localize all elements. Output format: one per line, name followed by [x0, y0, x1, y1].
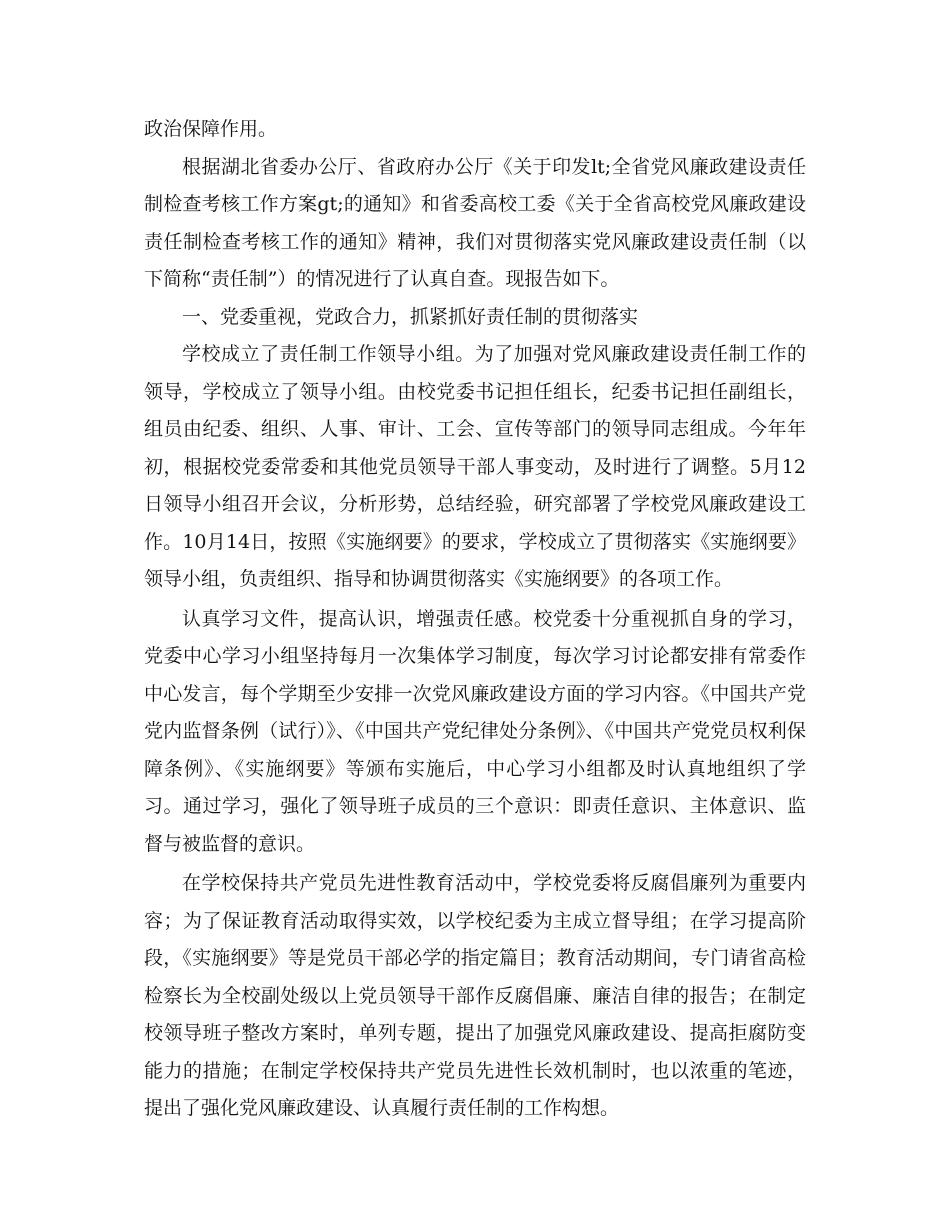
paragraph-education-activity: 在学校保持共产党员先进性教育活动中，学校党委将反腐倡廉列为重要内容；为了保证教育活动取得实效，以学校纪委为主成立督导组；在学习提高阶段，《实施纲要》等是党员干部必学的指定篇目；教育活动期间，专门请省高检检察长为全校副处级以上党员领导干部作反腐倡廉、廉洁自律的报告；在制定校领导班子整改方案时，单列专题，提出了加强党风廉政建设、提高拒腐防变能力的措施；在制定学校保持共产党员先进性长效机制时，也以浓重的笔迹，提出了强化党风廉政建设、认真履行责任制的工作构想。 — [144, 872, 806, 1119]
document-body — [144, 111, 806, 1128]
paragraph-continuation: 政治保障作用。 — [144, 118, 278, 140]
paragraph-intro: 根据湖北省委办公厅、省政府办公厅《关于印发lt;全省党风廉政建设责任制检查考核工作方案gt;的通知》和省委高校工委《关于全省高校党风廉政建设责任制检查考核工作的通知》精神，我们对贯彻落实党风廉政建设责任制（以下简称“责任制”）的情况进行了认真自查。现报告如下。 — [144, 155, 806, 290]
paragraph-study-documents: 认真学习文件，提高认识，增强责任感。校党委十分重视抓自身的学习，党委中心学习小组坚持每月一次集体学习制度，每次学习讨论都安排有常委作中心发言，每个学期至少安排一次党风廉政建设方面的学习内容。《中国共产党党内监督条例（试行）》、《中国共产党纪律处分条例》、《中国共产党党员权利保障条例》、《实施纲要》等颁布实施后，中心学习小组都及时认真地组织了学习。通过学习，强化了领导班子成员的三个意识：即责任意识、主体意识、监督与被监督的意识。 — [144, 607, 806, 855]
paragraph-leadership-group: 学校成立了责任制工作领导小组。为了加强对党风廉政建设责任制工作的领导，学校成立了领导小组。由校党委书记担任组长，纪委书记担任副组长，组员由纪委、组织、人事、审计、工会、宣传等部门的领导同志组成。今年年初，根据校党委常委和其他党员领导干部人事变动，及时进行了调整。5月12日领导小组召开会议，分析形势，总结经验，研究部署了学校党风廉政建设工作。10月14日，按照《实施纲要》的要求，学校成立了贯彻落实《实施纲要》领导小组，负责组织、指导和协调贯彻落实《实施纲要》的各项工作。 — [144, 343, 806, 590]
section-heading: 一、党委重视，党政合力，抓紧抓好责任制的贯彻落实 — [182, 305, 639, 328]
